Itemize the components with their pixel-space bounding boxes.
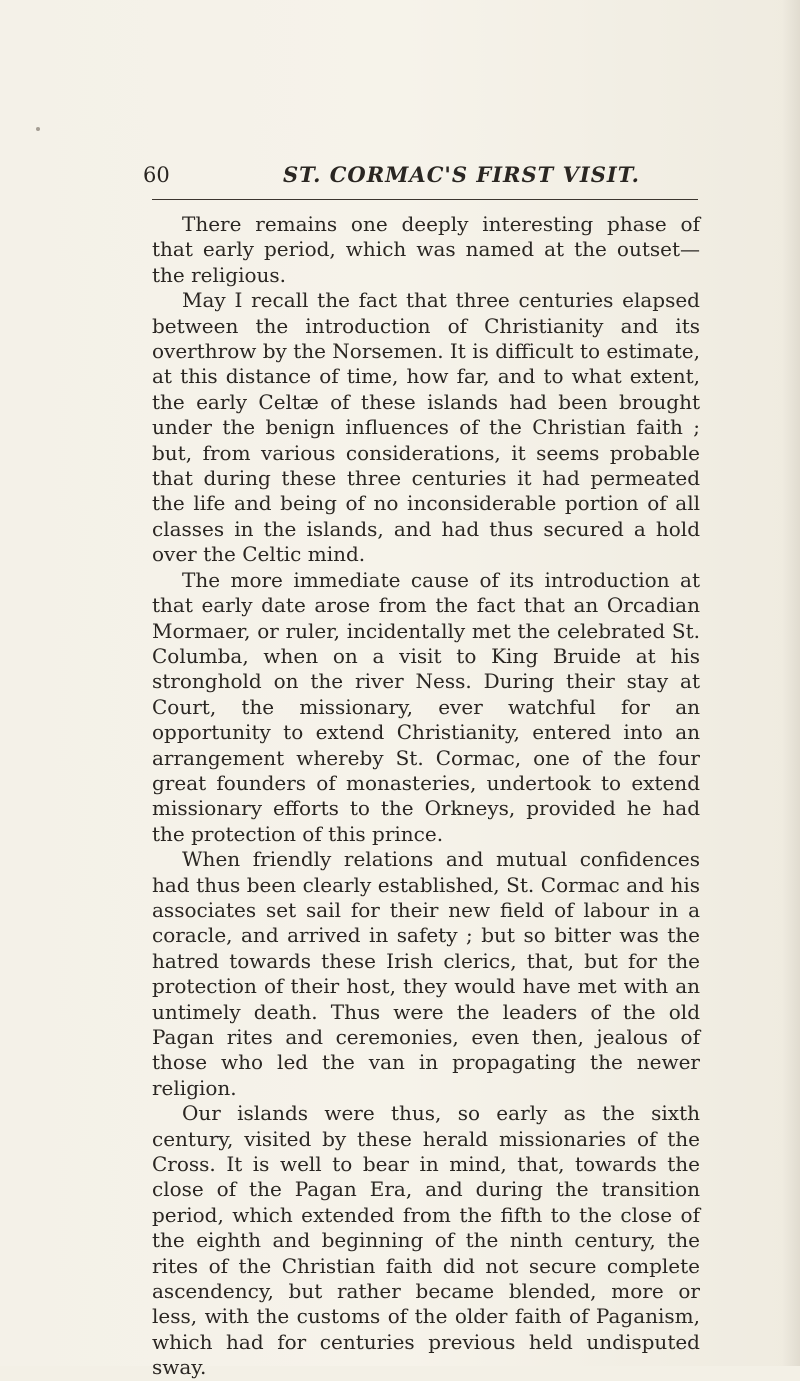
paper-speck — [36, 127, 40, 131]
paragraph: There remains one deeply interesting phase of that early period, which was named at the outset—the religious. — [152, 212, 700, 287]
paragraph: May I recall the fact that three centuries elapsed between the introduction of Christianity and its overthrow by the Norsemen. It is difficult to estimate, at this distance of time, how far, and to what extent, the early Celtæ of these islands had been brought under the benign influences of the Christian faith ; but, from various considerations, it seems probable that during these three centuries it had permeated the life and being of no inconsiderable portion of all classes in the islands, and had thus secured a hold over the Celtic mind. — [152, 288, 700, 567]
body-text — [152, 212, 700, 1381]
page-edge-shadow — [782, 0, 800, 1366]
paragraph: The more immediate cause of its introduction at that early date arose from the fact that an Orcadian Mormaer, or ruler, incidentally met the celebrated St. Columba, when on a visit to King Bruide at his stronghold on the river Ness. During their stay at Court, the missionary, ever watchful for an opportunity to extend Christianity, entered into an arrangement whereby St. Cormac, one of the four great founders of monasteries, undertook to extend missionary efforts to the Orkneys, provided he had the protection of this prince. — [152, 567, 700, 846]
header-rule — [152, 199, 698, 200]
paragraph: When friendly relations and mutual confidences had thus been clearly established, St. Cormac and his associates set sail for their new field of labour in a coracle, and arrived in safety ; but so bitter was the hatred towards these Irish clerics, that, but for the protection of their host, they would have met with an untimely death. Thus were the leaders of the old Pagan rites and ceremonies, even then, jealous of those who led the van in propagating the newer religion. — [152, 847, 700, 1100]
running-title: ST. CORMAC'S FIRST VISIT. — [283, 162, 640, 187]
page-number: 60 — [143, 163, 170, 187]
paragraph: Our islands were thus, so early as the sixth century, visited by these herald missionaries of the Cross. It is well to bear in mind, that, towards the close of the Pagan Era, and during the transition period, which extended from the fifth to the close of the eighth and beginning of the ninth century, the rites of the Christian faith did not secure complete ascendency, but rather became blended, more or less, with the customs of the older faith of Paganism, which had for centuries previous held undisputed sway. — [152, 1101, 700, 1380]
page-header — [143, 161, 703, 193]
